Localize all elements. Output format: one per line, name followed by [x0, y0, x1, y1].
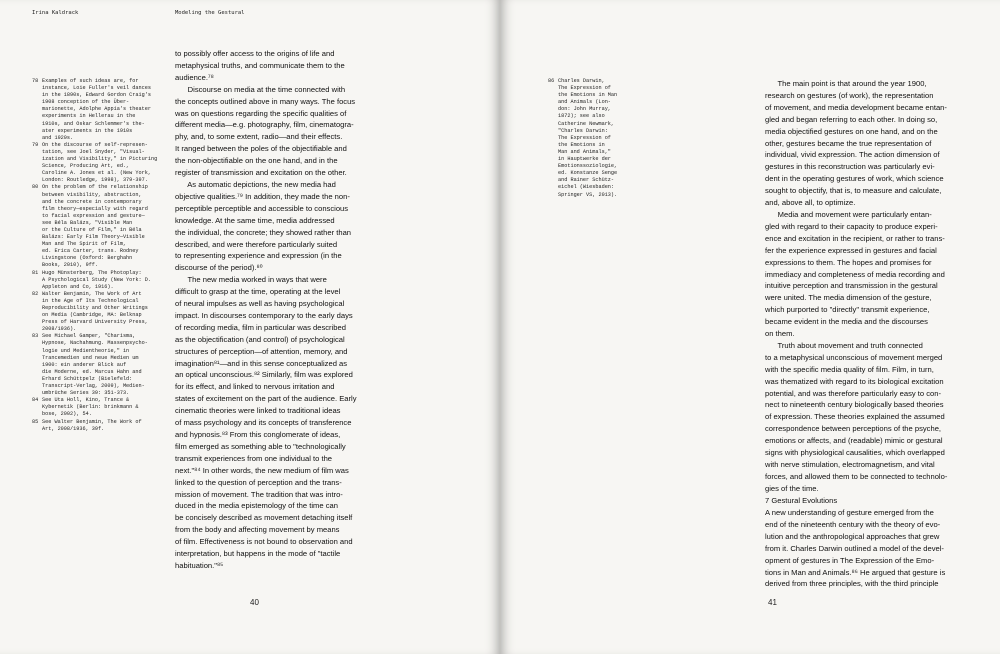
text-line: gestures in this reconstruction was particularly evi- — [765, 162, 935, 172]
footnote-line: Trancemedien und neue Medien um — [42, 354, 139, 361]
footnote-number: 81 — [32, 269, 39, 276]
text-line: mission of movement. The tradition that was intro- — [175, 489, 343, 499]
text-line: sought to objectify, that is, to measure and calculate, — [765, 186, 942, 196]
text-line: an optical unconscious.⁸² Similarly, film was explored — [175, 370, 353, 380]
text-line: emotions or affects, and (readable) mimic or gestural — [765, 436, 943, 446]
footnote-line: Reproducibility and Other Writings — [42, 305, 148, 311]
text-line: register of transmission and excitation on the other. — [175, 168, 347, 178]
text-line: fer the experience expressed in gestures and facial — [765, 245, 937, 255]
text-line: gled with regard to their capacity to produce experi- — [765, 221, 938, 231]
text-line: potential, and was therefore particularly easy to con- — [765, 388, 942, 398]
body-text — [175, 48, 385, 572]
footnote-number: 86 — [548, 78, 555, 84]
text-line: on them. — [765, 329, 795, 339]
text-line: were united. The media dimension of the gesture, — [765, 293, 932, 303]
footnote-number: 79 — [32, 141, 39, 148]
page-number: 40 — [250, 598, 259, 607]
footnote-line: ater experiments in the 1910s — [42, 127, 133, 134]
footnote-line: Man and The Spirit of Film, — [42, 241, 127, 248]
footnote-line: Art, 2008/1936, 39f. — [42, 425, 105, 432]
text-line: was on questions regarding the specific qualities of — [175, 108, 347, 118]
text-line: with the specific media quality of film. Film, in turn, — [765, 364, 934, 374]
footnote-line: umbrüche Series 39: 351-373. — [42, 390, 130, 397]
footnotes-column — [548, 78, 648, 199]
text-line: the non-objectifiable on the one hand, and in the — [175, 156, 338, 166]
footnote-line: in the Age of Its Technological — [42, 297, 139, 304]
text-line: difficult to grasp at the time, operating at the level — [175, 287, 341, 297]
footnote-line: Appleton and Co, 1916). — [42, 283, 114, 290]
footnote-line: The Expression of — [558, 85, 611, 92]
footnote-line: Transcript-Verlag, 2009), Medien- — [42, 383, 145, 390]
text-line: opment of gestures in The Expression of the Emo- — [765, 555, 935, 565]
text-line: metaphysical truths, and communicate them to the — [175, 60, 345, 70]
text-line: from the body and affecting movement by means — [175, 525, 340, 535]
text-line: dent in the operating gestures of work, which science — [765, 174, 944, 184]
footnote-line: Livingstone (Oxford: Berghahn — [42, 255, 133, 262]
footnote-line: bose, 2002), 54. — [42, 411, 92, 418]
text-line: duced in the media epistemology of the time can — [175, 501, 338, 511]
footnote-line: the Emotions in Man — [558, 92, 618, 99]
text-line: expressions to them. The hopes and promises for — [765, 257, 932, 267]
footnote-line: instance, Loie Fuller's veil dances — [42, 85, 151, 92]
footnote-text — [42, 184, 162, 269]
text-line: film emerged as something able to "technologically — [175, 441, 346, 451]
text-line: lution and the anthropological approaches that grew — [765, 531, 940, 541]
text-line: of neural impulses as well as having psychological — [175, 299, 345, 309]
text-line: of recording media, film in particular was described — [175, 322, 346, 332]
footnote-number: 85 — [32, 418, 39, 425]
footnote-line: 1900: ein anderer Blick auf — [42, 361, 127, 368]
text-line: immediacy and completeness of media recording and — [765, 269, 945, 279]
text-line: tions in Man and Animals.⁸⁶ He argued that gesture is — [765, 567, 946, 577]
text-line: states of excitement on the part of the audience. Early — [175, 394, 357, 404]
footnote-line: marionette, Adolphe Appia's theater — [42, 106, 151, 113]
text-line: transmit experiences from one individual to the — [175, 453, 333, 463]
text-line: be concisely described as movement detaching itself — [175, 513, 353, 523]
footnote-text — [42, 419, 162, 433]
footnote — [32, 291, 162, 334]
text-line: which purported to "directly" transmit experience, — [765, 305, 930, 315]
text-line: cinematic theories were linked to traditional ideas — [175, 406, 341, 416]
footnote-number: 82 — [32, 290, 39, 297]
footnote-line: See Uta Holl, Kino, Trance & — [42, 397, 130, 404]
text-line: habituation."⁸⁵ — [175, 560, 224, 570]
footnote-line: Hugo Münsterberg, The Photoplay: — [42, 269, 142, 276]
footnote-line: 1908 conception of the Über- — [42, 99, 130, 106]
footnote — [32, 419, 162, 433]
footnote-text — [42, 270, 162, 291]
footnote-text — [558, 78, 648, 199]
footnote-line: experiments in Hellerau in the — [42, 113, 136, 120]
text-line: next."⁸⁴ In other words, the new medium of film was — [175, 465, 349, 475]
text-line: and, above all, to optimize. — [765, 198, 856, 208]
footnote-line: Walter Benjamin, The Work of Art — [42, 290, 142, 297]
footnote-line: Kybernetik (Berlin: brinkmann & — [42, 404, 139, 411]
footnote-line: On the discourse of self-represen- — [42, 141, 148, 148]
text-line: perceptible perceptible and accessible to conscious — [175, 203, 349, 213]
body-text — [765, 78, 980, 495]
footnote-number: 83 — [32, 333, 39, 340]
footnote-line: Books, 2010), 9ff. — [42, 262, 99, 269]
footnote-text — [42, 142, 162, 185]
footnote-line: Science, Producing Art, ed., — [42, 163, 130, 170]
footnote-line: "Charles Darwin: — [558, 127, 608, 134]
section-body-text — [765, 507, 980, 590]
footnote-line: in the 1890s, Edward Gordon Craig's — [42, 92, 151, 99]
footnote-line: The Expression of — [558, 134, 611, 141]
text-line: structures of perception—of attention, memory, and — [175, 346, 348, 356]
text-line: other, gestures became the true representation of — [765, 138, 932, 148]
footnote — [32, 397, 162, 418]
text-line: The main point is that around the year 1900, — [765, 79, 927, 88]
footnote-line: ization and Visibility," in Picturing — [42, 156, 158, 163]
footnote — [32, 184, 162, 269]
text-line: The new media worked in ways that were — [175, 275, 327, 285]
footnote-line: See Walter Benjamin, The Work of — [42, 418, 142, 425]
footnote-line: Emotionssoziologie, — [558, 163, 618, 170]
footnote — [32, 333, 162, 397]
footnote-line: to facial expression and gesture— — [42, 212, 145, 219]
footnote — [32, 270, 162, 291]
text-line: A new understanding of gesture emerged from the — [765, 508, 934, 517]
text-line: became evident in the media and the discourses — [765, 317, 928, 327]
text-line: knowledge. At the same time, media addressed — [175, 215, 335, 225]
text-line: gies of the time. — [765, 483, 819, 493]
text-line: to representing experience and expression (in the — [175, 251, 342, 261]
text-line: interpretation, but happens in the mode of "tactile — [175, 549, 341, 559]
footnote-line: See Michael Gamper, "Charisma, — [42, 333, 136, 340]
footnote-line: Press of Harvard University Press, — [42, 319, 148, 326]
footnote-text — [42, 291, 162, 334]
footnote-text — [42, 333, 162, 397]
footnote-line: between visibility, abstraction, — [42, 191, 142, 198]
footnote-number: 84 — [32, 397, 39, 404]
footnote-line: Catherine Newmark, — [558, 120, 615, 127]
footnote-line: or the Culture of Film," in Béla — [42, 226, 142, 233]
text-line: audience.⁷⁸ — [175, 72, 214, 82]
footnote-line: the Emotions in — [558, 141, 605, 148]
footnote-line: ed. Erica Carter, trans. Rodney — [42, 248, 139, 255]
running-head-title: Modeling the Gestural — [175, 10, 245, 16]
text-line: media objectified gestures on one hand, and on the — [765, 126, 938, 136]
footnote-line: film theory—especially with regard — [42, 205, 148, 212]
footnote-line: Hypnose, Nachahmung. Massenpsycho- — [42, 340, 148, 347]
footnote-text — [42, 397, 162, 418]
text-line: to a metaphysical unconscious of movement merged — [765, 352, 943, 362]
text-line: for its effect, and linked to nervous irritation and — [175, 382, 335, 392]
footnote — [548, 78, 648, 199]
page-number: 41 — [768, 598, 777, 607]
text-line: the individual, the concrete; they showed rather than — [175, 227, 352, 237]
text-line: and hypnosis.⁸³ From this conglomerate of ideas, — [175, 430, 341, 439]
footnote-line: on Media (Cambridge, MA: Belknap — [42, 312, 142, 319]
footnote-line: and Animals (Lon- — [558, 99, 611, 106]
footnote-line: Erhard Schüttpelz (Bielefeld: — [42, 375, 133, 382]
text-line: end of the nineteenth century with the theory of evo- — [765, 519, 941, 529]
footnote-line: die Moderne, ed. Marcus Hahn and — [42, 368, 142, 375]
footnote-line: Man and Animals," — [558, 148, 611, 155]
right-page — [500, 0, 1000, 654]
footnote-line: Charles Darwin, — [558, 78, 605, 84]
text-line: signs with physiological causalities, which overlapped — [765, 448, 945, 458]
text-line: different media—e.g. photography, film, cinematogra- — [175, 120, 354, 130]
footnote-line: and Rainer Schütz- — [558, 177, 615, 184]
text-line: to possibly offer access to the origins of life and — [175, 49, 335, 58]
text-line: of movement, and media development became entan- — [765, 102, 947, 112]
text-line: discourse of the period).⁸⁰ — [175, 263, 263, 273]
text-line: ence and excitation in the recipient, or rather to trans- — [765, 233, 945, 243]
running-head-author: Irina Kaldrack — [32, 10, 79, 16]
text-line: described, and were therefore particularly suited — [175, 239, 338, 249]
text-line: imagination⁸¹—and in this sense conceptualized as — [175, 358, 348, 368]
footnote-line: A Psychological Study (New York: D. — [42, 276, 151, 283]
footnote-line: London: Routledge, 1998), 379-397. — [42, 177, 148, 184]
footnote-line: Examples of such ideas are, for — [42, 78, 139, 84]
footnote-text — [42, 78, 162, 142]
text-line: nect to nineteenth century biologically based theories — [765, 400, 944, 410]
text-line: intuitive perception and transmission in the gestural — [765, 281, 938, 291]
text-line: the concepts outlined above in many ways. The focus — [175, 96, 356, 106]
footnote-line: in Hauptwerke der — [558, 156, 611, 163]
text-line: objective qualities.⁷⁹ In addition, they made the non- — [175, 191, 350, 201]
text-line: derived from three principles, with the third principle — [765, 579, 939, 589]
footnote-line: and 1920s. — [42, 134, 74, 141]
text-line: with nerve stimulation, electromagnetism, and vital — [765, 460, 935, 469]
text-line: phy, and, to some extent, radio—and their effects. — [175, 132, 343, 142]
footnote-line: Balázs: Early Film Theory—Visible — [42, 234, 145, 241]
footnote-line: Springer VS, 2013). — [558, 191, 618, 198]
text-line: gled and began referring to each other. In doing so, — [765, 114, 938, 124]
text-line: forces, and allowed them to be connected to technolo- — [765, 471, 948, 481]
footnote-line: 1910s, and Oskar Schlemmer's the- — [42, 120, 145, 127]
text-line: As automatic depictions, the new media had — [175, 179, 336, 189]
footnote-line: eichel (Wiesbaden: — [558, 184, 615, 191]
footnote-line: 2008/1936). — [42, 326, 77, 333]
text-line: from it. Charles Darwin outlined a model of the devel- — [765, 543, 944, 553]
section-heading: 7 Gestural Evolutions — [765, 496, 838, 505]
text-line: was thematized with regard to its biological excitation — [765, 376, 944, 386]
text-line: of film. Effectiveness is not bound to observation and — [175, 537, 353, 547]
footnote-line: see Béla Balázs, "Visible Man — [42, 219, 133, 226]
footnote-line: and the concrete in contemporary — [42, 198, 142, 205]
footnote-line: don: John Murray, — [558, 106, 611, 113]
footnote-line: tation, see Joel Snyder, "Visual- — [42, 148, 145, 155]
footnote-number: 80 — [32, 184, 39, 191]
text-line: Discourse on media at the time connected with — [175, 84, 346, 94]
text-line: linked to the question of perception and the trans- — [175, 477, 342, 487]
footnote-line: On the problem of the relationship — [42, 184, 148, 191]
footnote-number: 78 — [32, 78, 39, 84]
footnotes-column — [32, 78, 162, 433]
text-line: correspondence between perceptions of the psyche, — [765, 424, 942, 434]
footnote-line: 1872); see also — [558, 113, 605, 120]
text-line: individual, vivid expression. The action dimension of — [765, 150, 940, 160]
text-line: of mass psychology and its concepts of transference — [175, 418, 352, 428]
text-line: research on gestures (of work), the representation — [765, 90, 934, 100]
text-line: Media and movement were particularly entan- — [765, 209, 932, 219]
footnote — [32, 142, 162, 185]
footnote-line: Caroline A. Jones et al. (New York, — [42, 170, 151, 177]
footnote-line: ed. Konstanze Senge — [558, 170, 618, 177]
text-line: as the objectification (and control) of psychological — [175, 334, 345, 344]
text-line: impact. In discourses contemporary to the early days — [175, 310, 353, 320]
footnote — [32, 78, 162, 142]
footnote-line: logie und Medientheorie," in — [42, 347, 130, 354]
text-line: It ranged between the poles of the objectifiable and — [175, 144, 347, 154]
text-line: of expression. These theories explained the assumed — [765, 412, 945, 422]
text-line: Truth about movement and truth connected — [765, 340, 923, 350]
